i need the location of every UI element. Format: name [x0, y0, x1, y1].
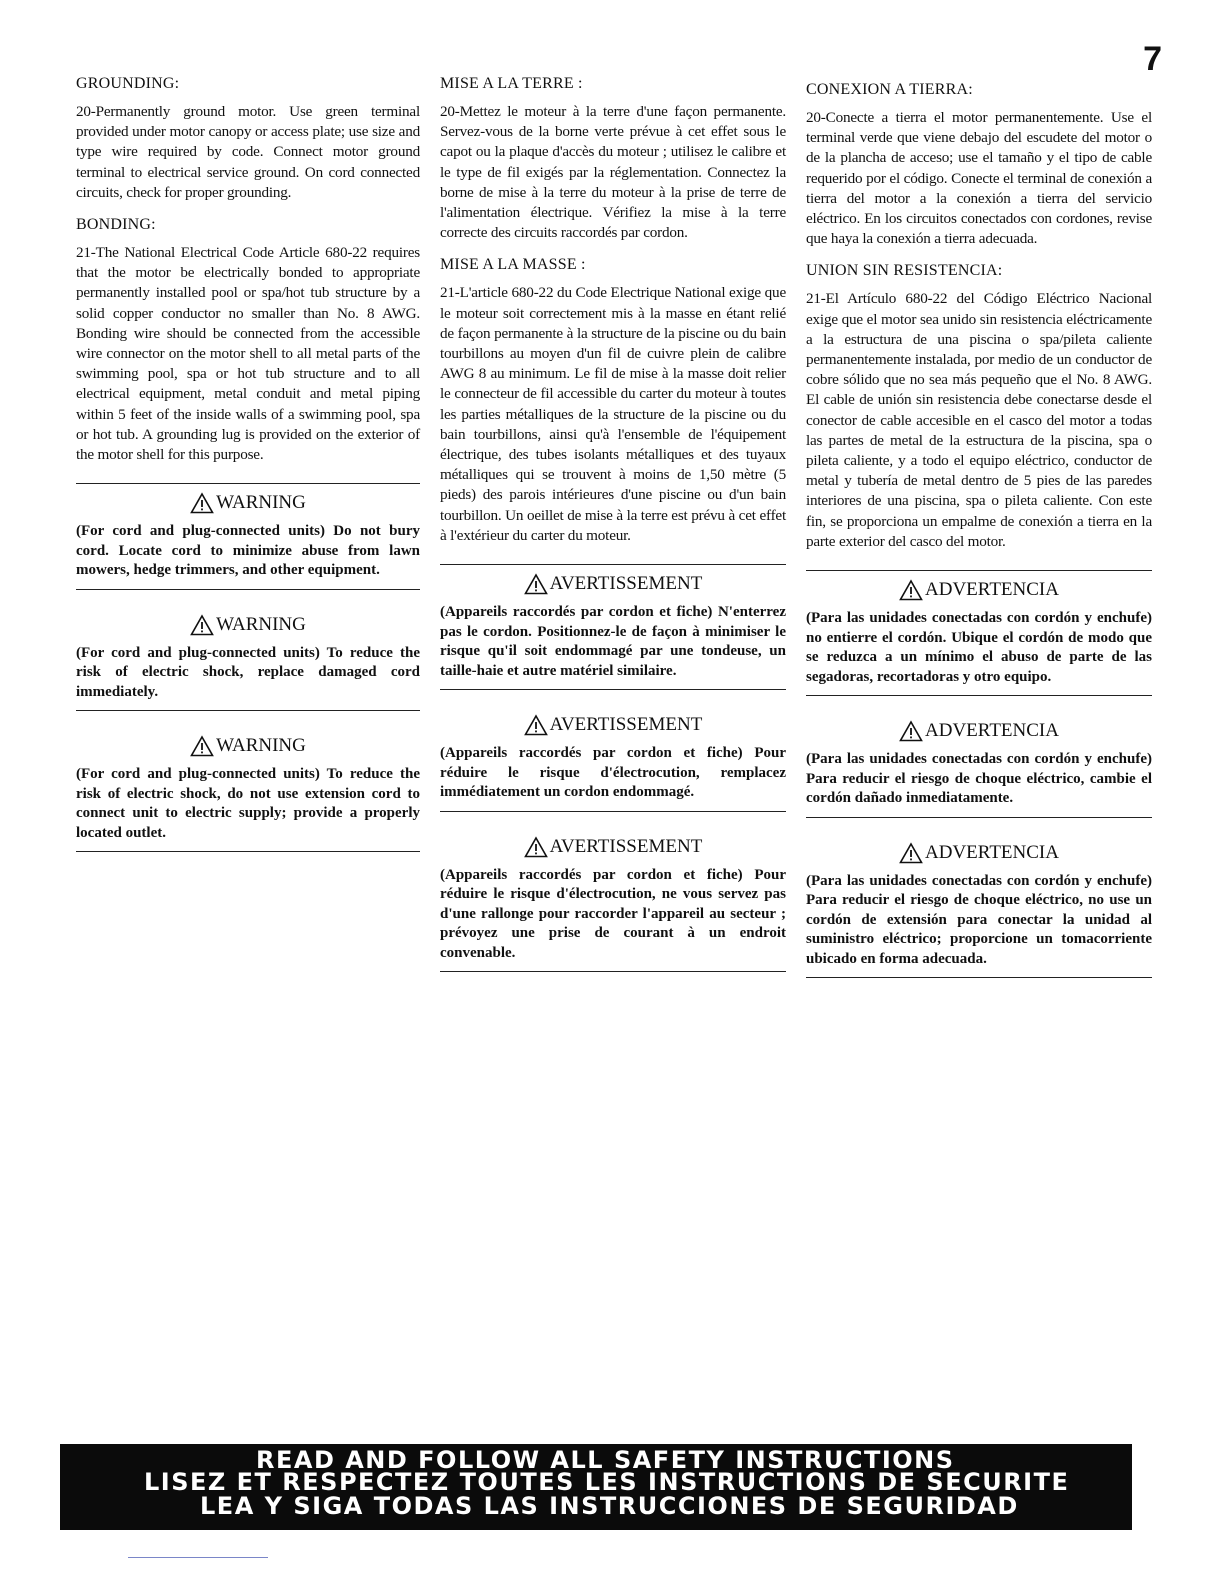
warning-text: (For cord and plug-connected units) To reduce the risk of electric shock, replace damaged cord immediately. — [76, 644, 420, 700]
warning-box — [806, 570, 1152, 696]
warning-title: AVERTISSEMENT — [549, 714, 703, 736]
banner-line-french: LISEZ ET RESPECTEZ TOUTES LES INSTRUCTIONS DE SECURITE — [144, 1468, 1070, 1496]
page-number: 7 — [1143, 40, 1162, 78]
spanish-column — [806, 74, 1152, 978]
warning-text: (Para las unidades conectadas con cordón y enchufe) no entierre el cordón. Ubique el cordón de modo que se reduzca a un mínimo el abuso de parte de las segadoras, recortadoras y otro equipo. — [806, 610, 1152, 685]
grounding-paragraph: 20-Conecte a tierra el motor permanentemente. Use el terminal verde que viene debajo del escudete del motor o de la plancha de acceso; use el tamaño y el tipo de cable requerido por el código. Conecte el terminal de conexión a tierra del motor a la conexión a tierra del servicio eléctrico. En los circuitos conectados con cordones, revise que haya la conexión a tierra adecuada. — [806, 109, 1152, 248]
warning-triangle-icon — [190, 614, 214, 636]
warning-triangle-icon — [899, 842, 923, 864]
warning-text: (Appareils raccordés par cordon et fiche) Pour réduire le risque d'électrocution, ne vous servez pas d'une rallonge pour raccorder l'appareil au secteur ; prévoyez une prise de courant à un endroit convenable. — [440, 866, 786, 961]
banner-line-english: READ AND FOLLOW ALL SAFETY INSTRUCTIONS — [256, 1446, 955, 1474]
warning-text: (Appareils raccordés par cordon et fiche) Pour réduire le risque d'électrocution, remplacez immédiatement un cordon endommagé. — [440, 745, 786, 801]
bonding-heading: MISE A LA MASSE : — [440, 256, 586, 274]
warning-title: ADVERTENCIA — [925, 841, 1059, 863]
warning-box — [76, 606, 420, 712]
safety-banner — [60, 1444, 1132, 1530]
warning-triangle-icon — [190, 735, 214, 757]
warning-title: WARNING — [216, 613, 306, 635]
warning-title: WARNING — [216, 492, 306, 514]
banner-line-spanish: LEA Y SIGA TODAS LAS INSTRUCCIONES DE SEGURIDAD — [200, 1492, 1019, 1520]
warning-box — [440, 828, 786, 973]
english-column — [76, 74, 420, 852]
warning-box — [806, 712, 1152, 818]
grounding-paragraph: 20-Permanently ground motor. Use green terminal provided under motor canopy or access plate; use size and type wire required by code. Connect motor ground terminal to electrical service ground. On cord connected circuits, check for proper grounding. — [76, 103, 420, 201]
warning-text: (For cord and plug-connected units) To reduce the risk of electric shock, do not use extension cord to connect unit to electric supply; provide a properly located outlet. — [76, 766, 420, 841]
warning-box — [440, 706, 786, 812]
bonding-heading: BONDING: — [76, 216, 156, 234]
warning-title: AVERTISSEMENT — [549, 835, 703, 857]
warning-text: (For cord and plug-connected units) Do not bury cord. Locate cord to minimize abuse from lawn mowers, hedge trimmers, and other equipment. — [76, 523, 420, 579]
warning-triangle-icon — [899, 579, 923, 601]
bonding-paragraph: 21-El Artículo 680-22 del Código Eléctrico Nacional exige que el motor sea unido sin resistencia eléctricamente a la estructura de una piscina o spa/pileta caliente permanentemente instalada, por medio de un conductor de cobre sólido que no sea más pequeño que el No. 8 AWG. El cable de unión sin resistencia debe conectarse desde el conector de cable accesible en el casco del motor a todas las partes de metal de la estructura de la piscina, spa o pileta caliente, y a todo el equipo eléctrico, conductor de metal y tubería de metal dentro de 5 pies de las paredes interiores de una piscina, spa o pileta caliente. Con este fin, se proporciona un empalme de conexión a tierra en la parte exterior del casco del motor. — [806, 290, 1152, 550]
warning-title: WARNING — [216, 735, 306, 757]
warning-triangle-icon — [524, 714, 548, 736]
bonding-paragraph: 21-The National Electrical Code Article 680-22 requires that the motor be electrically bonded to appropriate permanently installed pool or spa/hot tub structure by a solid copper conductor no smaller than No. 8 AWG. Bonding wire should be connected from the accessible wire connector on the motor shell to all metal parts of the swimming pool, spa or hot tub structure and to all electrical equipment, metal conduit and metal piping within 5 feet of the inside walls of a swimming pool, spa or hot tub. A grounding lug is provided on the exterior of the motor shell for this purpose. — [76, 244, 420, 464]
grounding-paragraph: 20-Mettez le moteur à la terre d'une façon permanente. Servez-vous de la borne verte prévue à cet effet sous le capot ou la plaque d'accès du moteur ; utilisez le calibre et le type de fil exigés par la réglementation. Connectez la borne de mise à la terre du moteur à la prise de terre de l'alimentation électrique. Vérifiez la mise à la terre correcte des circuits raccordés par cordon. — [440, 103, 786, 242]
bonding-paragraph: 21-L'article 680-22 du Code Electrique National exige que le moteur soit correctement mis à la masse en étant relié de façon permanente à la structure de la piscine ou du bain tourbillons au moyen d'un fil de cuivre plein de calibre AWG 8 au minimum. Le fil de mise à la masse doit relier le connecteur de fil accessible du carter du moteur à toutes les parties métalliques de la structure de la piscine ou du bain tourbillons, ainsi qu'à l'ensemble de l'équipement électrique, des tubes isolants métalliques et des tuyaux métalliques qui se trouvent à moins de 1,50 mètre (5 pieds) des parois intérieures d'une piscine ou d'un bain tourbillon. Un oeillet de mise à la terre est prévu à cet effet à l'extérieur du carter du moteur. — [440, 284, 786, 544]
grounding-heading: CONEXION A TIERRA: — [806, 81, 973, 98]
warning-triangle-icon — [190, 492, 214, 514]
footer-rule — [128, 1557, 268, 1558]
warning-triangle-icon — [899, 720, 923, 742]
warning-title: AVERTISSEMENT — [549, 573, 703, 595]
warning-text: (Para las unidades conectadas con cordón y enchufe) Para reducir el riesgo de choque eléctrico, cambie el cordón dañado inmediatamente. — [806, 751, 1152, 807]
warning-title: ADVERTENCIA — [925, 579, 1059, 601]
warning-triangle-icon — [524, 836, 548, 858]
warning-box — [76, 727, 420, 852]
bonding-heading: UNION SIN RESISTENCIA: — [806, 262, 1003, 280]
warning-triangle-icon — [524, 573, 548, 595]
french-column — [440, 74, 786, 972]
warning-text: (Para las unidades conectadas con cordón y enchufe) Para reducir el riesgo de choque eléctrico, no use un cordón de extensión para conectar la unidad al suministro eléctrico; proporcione un tomacorriente ubicado en forma adecuada. — [806, 872, 1152, 967]
warning-box — [440, 564, 786, 690]
warning-text: (Appareils raccordés par cordon et fiche) N'enterrez pas le cordon. Positionnez-le de façon à minimiser le risque qu'il soit endommagé par une tondeuse, un taille-haie et autre matériel similaire. — [440, 604, 786, 679]
warning-box — [76, 483, 420, 590]
grounding-heading: GROUNDING: — [76, 75, 180, 92]
warning-box — [806, 834, 1152, 979]
grounding-heading: MISE A LA TERRE : — [440, 75, 583, 92]
warning-title: ADVERTENCIA — [925, 720, 1059, 742]
